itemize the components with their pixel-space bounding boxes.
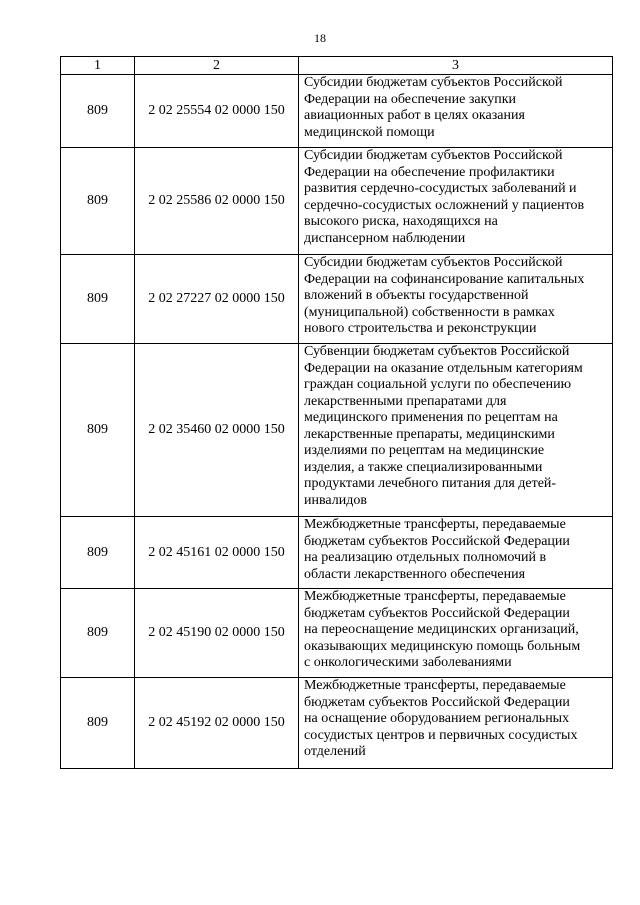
description-line: Субсидии бюджетам субъектов Российской: [304, 75, 563, 90]
description-cell: [299, 678, 613, 769]
column-header-1: 1: [61, 57, 135, 75]
table-row: [61, 589, 613, 678]
description-line: Межбюджетные трансферты, передаваемые: [304, 517, 566, 532]
table-header-row: [61, 57, 613, 75]
description-line: Федерации на софинансирование капитальных: [304, 271, 585, 287]
description-line: высокого риска, находящихся на: [304, 214, 498, 229]
admin-code-cell: 809: [61, 75, 135, 148]
admin-code-cell: 809: [61, 344, 135, 517]
description-line: (муниципальной) собственности в рамках: [304, 304, 555, 320]
description-line: медицинской помощи: [304, 124, 435, 140]
table-row: [61, 517, 613, 589]
admin-code-cell: 809: [61, 678, 135, 769]
description-line: Субвенции бюджетам субъектов Российской: [304, 344, 570, 359]
description-line: продуктами лечебного питания для детей-: [304, 476, 557, 491]
description-line: Федерации на обеспечение закупки: [304, 91, 516, 107]
description-line: диспансерном наблюдении: [304, 230, 466, 246]
description-line: развития сердечно-сосудистых заболеваний и: [304, 181, 577, 196]
description-line: отделений: [304, 744, 366, 759]
description-line: Субсидии бюджетам субъектов Российской: [304, 148, 563, 163]
budget-code-cell: 2 02 25586 02 0000 150: [135, 148, 299, 255]
admin-code-cell: 809: [61, 589, 135, 678]
admin-code-cell: 809: [61, 517, 135, 589]
table-row: [61, 75, 613, 148]
admin-code-cell: 809: [61, 255, 135, 344]
table-row: [61, 678, 613, 769]
description-line: на реализацию отдельных полномочий в: [304, 550, 547, 565]
description-line: изделиями по рецептам на медицинские: [304, 443, 545, 458]
description-cell: [299, 255, 613, 344]
description-line: изделия, а также специализированными: [304, 459, 543, 475]
description-cell: [299, 589, 613, 678]
description-line: лекарственные препараты, медицинскими: [304, 426, 555, 442]
budget-code-cell: 2 02 27227 02 0000 150: [135, 255, 299, 344]
description-line: Федерации на обеспечение профилактики: [304, 164, 555, 180]
description-line: с онкологическими заболеваниями: [304, 655, 512, 670]
description-line: инвалидов: [304, 492, 367, 508]
column-header-3: 3: [299, 57, 613, 75]
description-cell: [299, 517, 613, 589]
description-line: нового строительства и реконструкции: [304, 321, 537, 336]
description-line: лекарственными препаратами для: [304, 393, 507, 409]
budget-code-cell: 2 02 35460 02 0000 150: [135, 344, 299, 517]
description-line: сердечно-сосудистых осложнений у пациентов: [304, 197, 585, 213]
budget-code-cell: 2 02 45161 02 0000 150: [135, 517, 299, 589]
description-line: на переоснащение медицинских организаций,: [304, 622, 579, 637]
description-cell: [299, 148, 613, 255]
table-row: [61, 255, 613, 344]
description-line: бюджетам субъектов Российской Федерации: [304, 605, 570, 621]
description-line: медицинского применения по рецептам на: [304, 410, 558, 425]
description-line: вложений в объекты государственной: [304, 288, 529, 303]
description-line: Межбюджетные трансферты, передаваемые: [304, 589, 566, 604]
description-line: бюджетам субъектов Российской Федерации: [304, 694, 570, 710]
budget-code-cell: 2 02 45192 02 0000 150: [135, 678, 299, 769]
description-line: области лекарственного обеспечения: [304, 566, 526, 582]
description-line: Федерации на оказание отдельным категориям: [304, 360, 583, 376]
description-line: авиационных работ в целях оказания: [304, 108, 525, 123]
description-line: граждан социальной услуги по обеспечению: [304, 377, 572, 392]
table-row: [61, 344, 613, 517]
description-line: Межбюджетные трансферты, передаваемые: [304, 678, 566, 693]
description-line: Субсидии бюджетам субъектов Российской: [304, 255, 563, 270]
page-number: 18: [314, 31, 326, 45]
description-cell: [299, 75, 613, 148]
column-header-2: 2: [135, 57, 299, 75]
description-line: на оснащение оборудованием региональных: [304, 711, 570, 726]
description-line: сосудистых центров и первичных сосудистых: [304, 727, 578, 743]
budget-code-cell: 2 02 45190 02 0000 150: [135, 589, 299, 678]
description-line: оказывающих медицинскую помощь больным: [304, 638, 581, 654]
budget-classification-table: [60, 56, 613, 769]
description-line: бюджетам субъектов Российской Федерации: [304, 533, 570, 549]
table-row: [61, 148, 613, 255]
admin-code-cell: 809: [61, 148, 135, 255]
budget-code-cell: 2 02 25554 02 0000 150: [135, 75, 299, 148]
description-cell: [299, 344, 613, 517]
